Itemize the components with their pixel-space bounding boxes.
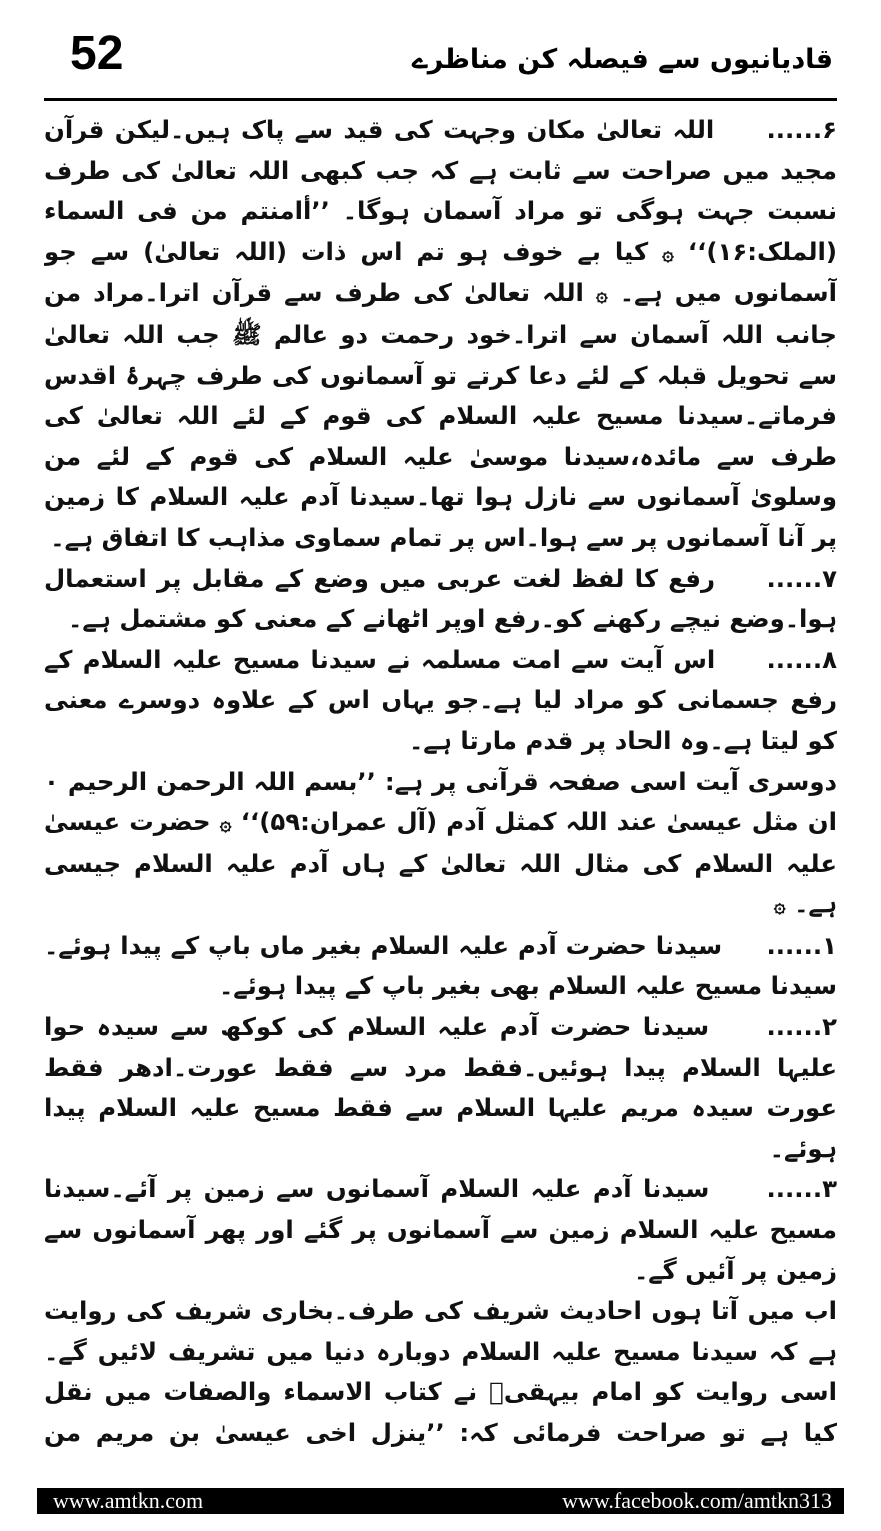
ayah-ornament-icon: ۞ [219,811,232,836]
paragraph-6-number: ۶...... [766,115,837,144]
running-title: قادیانیوں سے فیصلہ کن مناظرے [411,44,833,75]
paragraph-8-number: ۸...... [766,644,837,674]
ayah-ornament-icon: ۞ [595,282,608,307]
quran-translation-mulk: کیا بے خوف ہو تم اس ذات (اللہ تعالیٰ) سے جو آسمانوں میں ہے۔ [44,236,837,308]
page-header [44,20,837,100]
point-1 [44,926,837,1007]
page-number: 52 [70,27,124,80]
page-body [44,110,837,1455]
footer-bar [37,1488,844,1514]
point-2-text: سیدنا حضرت آدم علیہ السلام کی کوکھ سے سیدہ حوا علیہا السلام پیدا ہوئیں۔فقط مرد سے فقط عورت۔ادھر فقط عورت سیدہ مریم علیہا السلام سے فقط مسیح علیہ السلام پیدا ہوئے۔ [44,1012,837,1163]
paragraph-6-continuation: اللہ تعالیٰ کی طرف سے قرآن اترا۔مراد من جانب اللہ آسمان سے اترا۔خود رحمت دو عالم ﷺ جب اللہ تعالیٰ سے تحویل قبلہ کے لئے دعا کرتے تو آسمانوں کی طرف چہرۂ اقدس فرماتے۔سیدنا مسیح علیہ السلام کی قوم کے لئے اللہ تعالیٰ کی طرف سے مائدہ،سیدنا موسیٰ علیہ السلام کی قوم کے لئے من وسلویٰ آسمانوں سے نازل ہوا تھا۔سیدنا آدم علیہ السلام کا زمین پر آنا آسمانوں پر سے ہوا۔اس پر تمام سماوی مذاہب کا اتفاق ہے۔ [44,278,837,552]
paragraph-8-text: اس آیت سے امت مسلمہ نے سیدنا مسیح علیہ السلام کے رفع جسمانی کو مراد لیا ہے۔جو یہاں اس کے علاوہ دوسرے معنی کو لیتا ہے۔وہ الحاد پر قدم مارتا ہے۔ [44,644,837,755]
ayah-ornament-icon: ۞ [773,893,786,918]
header-rule [44,98,837,101]
point-1-text: سیدنا حضرت آدم علیہ السلام بغیر ماں باپ کے پیدا ہوئے۔سیدنا مسیح علیہ السلام بھی بغیر باپ کے پیدا ہوئے۔ [44,930,837,1001]
footer-facebook-link[interactable]: www.facebook.com/amtkn313 [562,1488,832,1513]
paragraph-6 [44,110,837,559]
point-3-text: سیدنا آدم علیہ السلام آسمانوں سے زمین پر آئے۔سیدنا مسیح علیہ السلام زمین سے آسمانوں پر گئے اور پھر آسمانوں سے زمین پر آئیں گے۔ [44,1174,837,1285]
hadith-quote: ’’ینزل اخی عیسیٰ بن مریم من [44,1418,445,1447]
point-2-number: ۲...... [766,1012,837,1042]
footer-website-link[interactable]: www.amtkn.com [53,1488,204,1513]
point-3 [44,1169,837,1291]
hadith-text: اب میں آتا ہوں احادیث شریف کی طرف۔بخاری شریف کی روایت ہے کہ سیدنا مسیح علیہ السلام دوبارہ دنیا میں تشریف لائیں گے۔اسی روایت کو امام بیہقیؒ نے کتاب الاسماء والصفات میں نقل کیا ہے تو صراحت فرمائی کہ: [44,1296,837,1447]
paragraph-8 [44,640,837,762]
point-1-number: ۱...... [766,930,837,960]
point-3-number: ۳...... [766,1174,837,1204]
ayah-ornament-icon: ۞ [662,240,674,265]
paragraph-6-text: اللہ تعالیٰ مکان وجہت کی قید سے پاک ہیں۔لیکن قرآن مجید میں صراحت سے ثابت ہے کہ جب کبھی اللہ تعالیٰ کی طرف نسبت جہت ہوگی تو مراد آسمان ہوگا۔ [44,115,837,226]
paragraph-7-text: رفع کا لفظ لغت عربی میں وضع کے مقابل پر استعمال ہوا۔وضع نیچے رکھنے کو۔رفع اوپر اٹھانے کے معنی کو مشتمل ہے۔ [44,563,837,634]
second-ayah-intro: دوسری آیت اسی صفحہ قرآنی پر ہے: [384,766,837,796]
quran-translation-al-imran: حضرت عیسیٰ علیہ السلام کی مثال اللہ تعالیٰ کے ہاں آدم علیہ السلام جیسی ہے۔ [44,807,837,919]
hadith-paragraph [44,1291,837,1455]
paragraph-7 [44,559,837,640]
point-2 [44,1007,837,1169]
paragraph-7-number: ۷...... [766,563,837,593]
quran-quote-al-imran: ’’بسم اللہ الرحمن الرحیم ۰ ان مثل عیسیٰ عند اللہ کمثل آدم (آل عمران:۵۹)‘‘ [44,766,837,837]
second-ayah-paragraph [44,762,837,926]
quran-quote-mulk: ’’أامنتم من فی السماء (الملک:۱۶)‘‘ [44,196,837,266]
